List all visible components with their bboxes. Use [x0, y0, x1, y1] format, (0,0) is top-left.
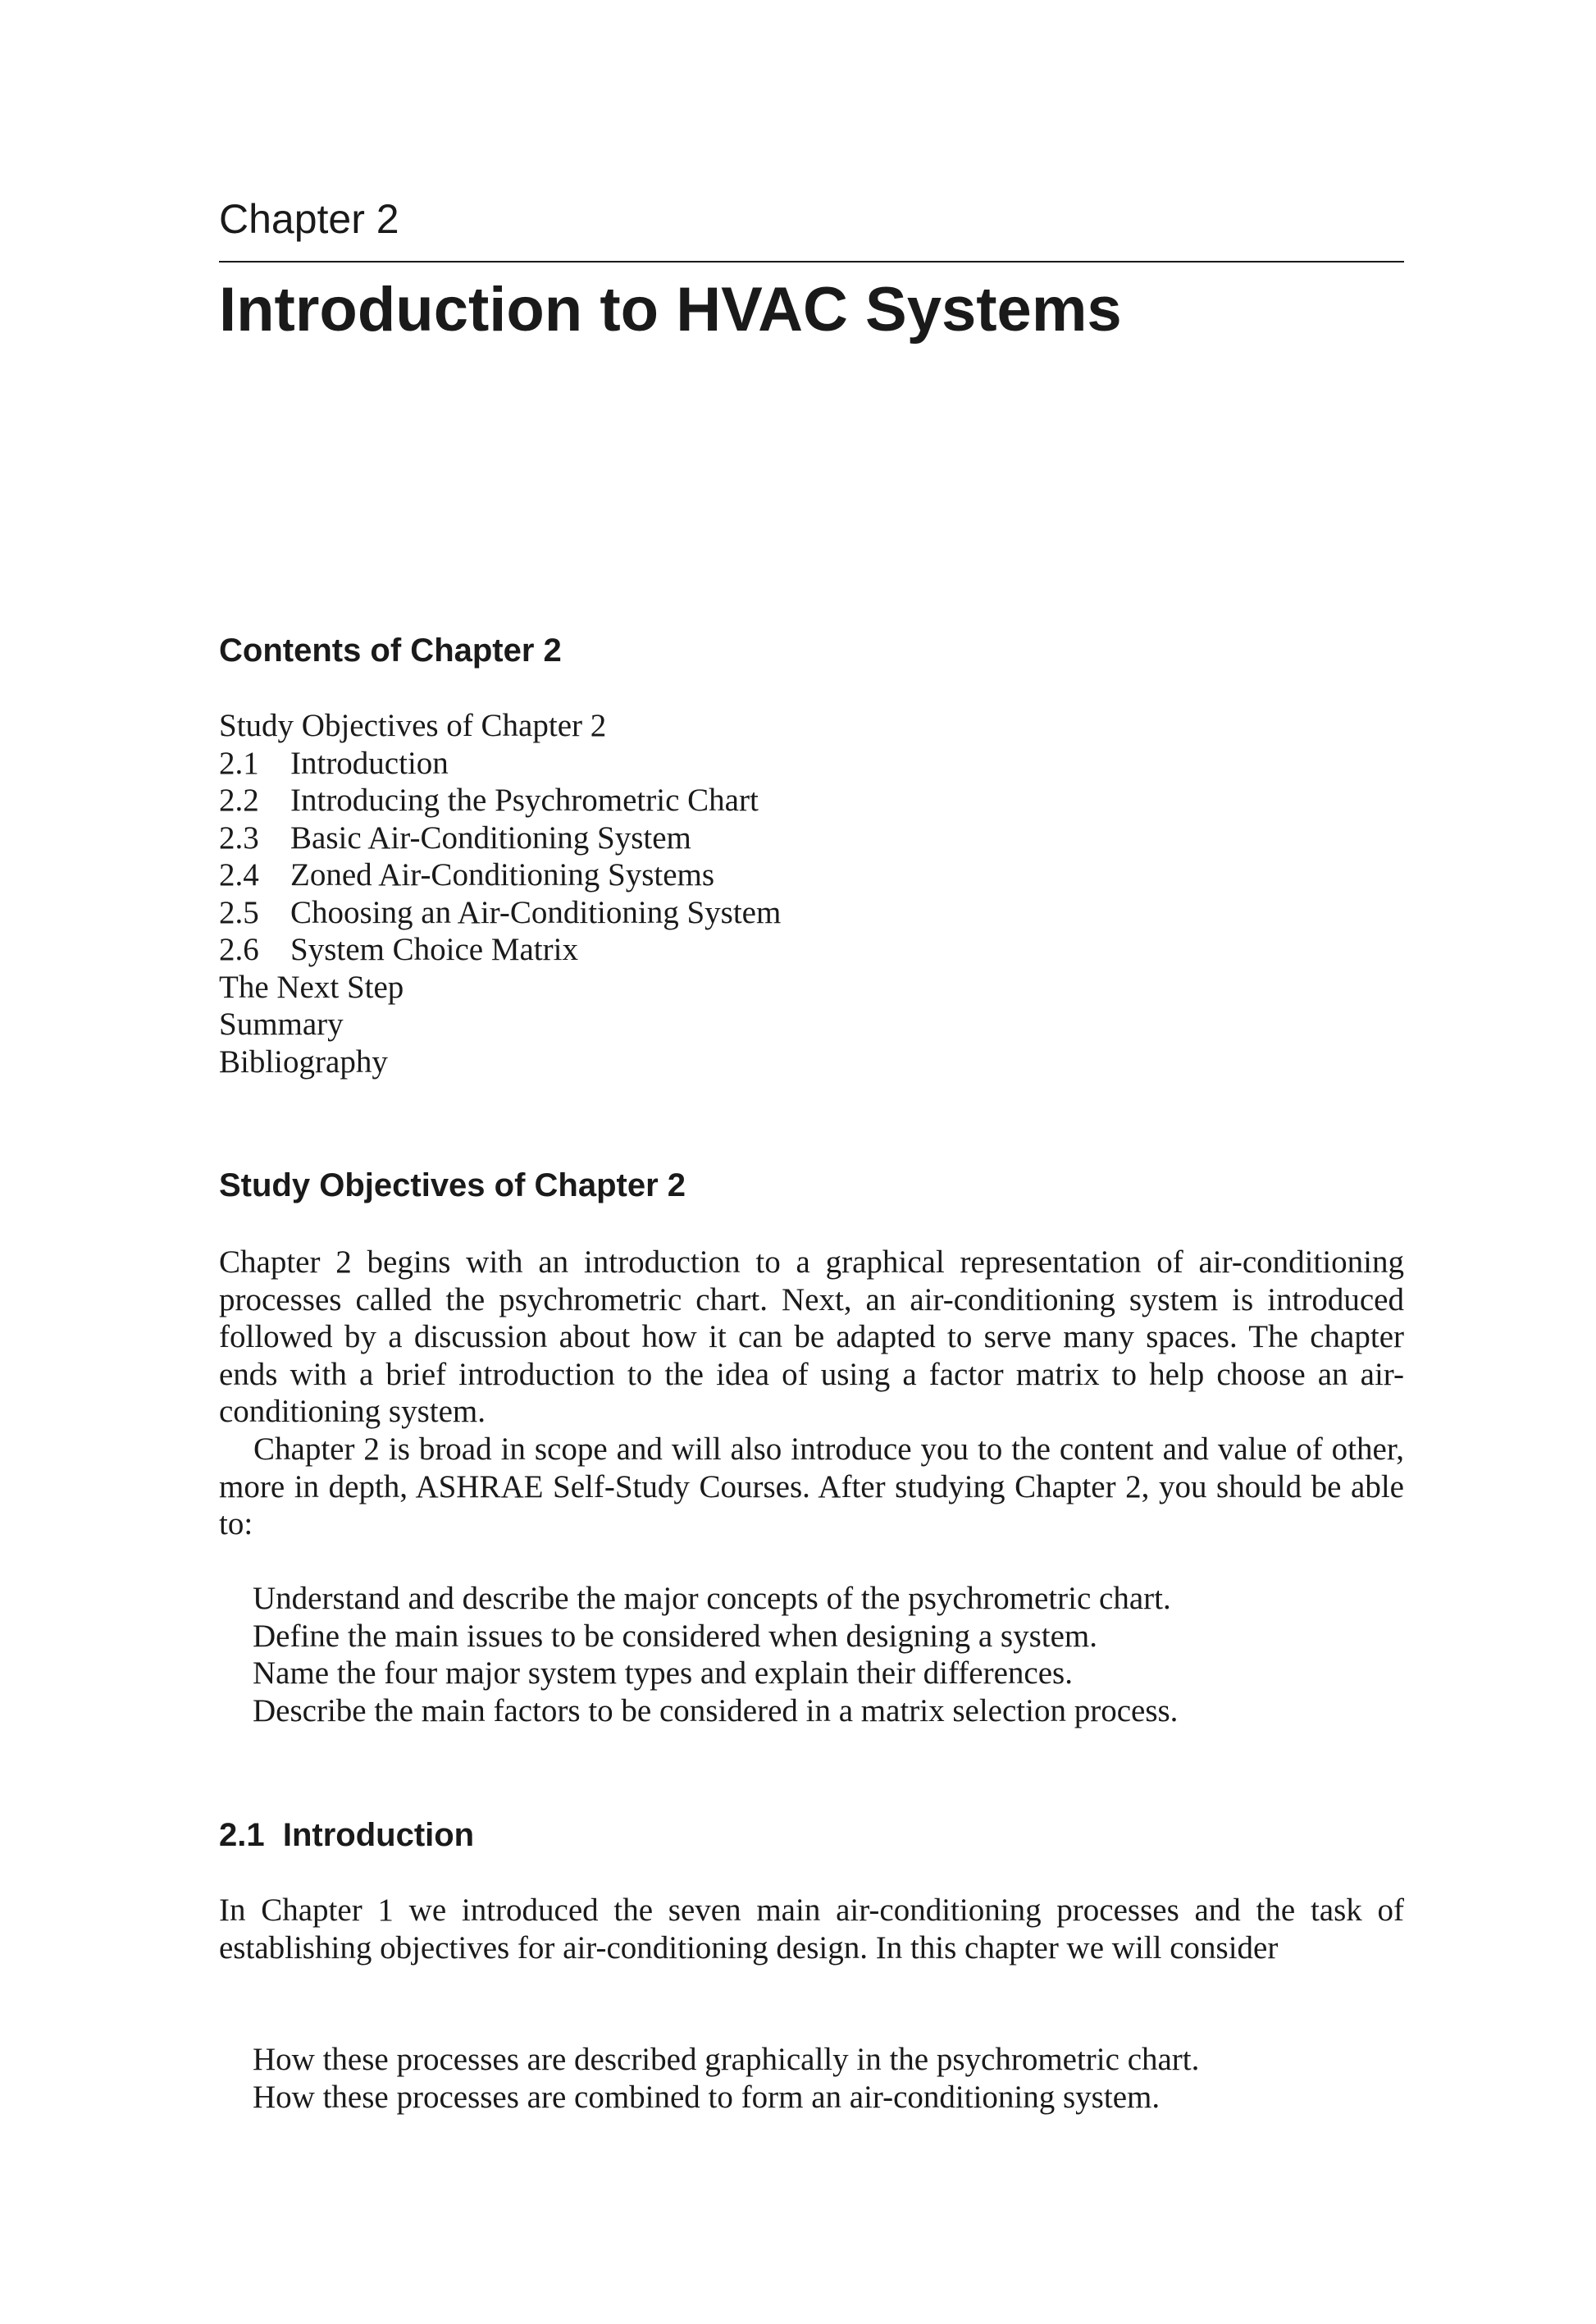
objectives-item: Describe the main factors to be considered in a matrix selection process. — [253, 1692, 1179, 1728]
objectives-paragraph-1: Chapter 2 begins with an introduction to a graphical representation of air-conditioning processes called the psychrometric chart. Next, an air-conditioning system is introduced followed by a discussion about how it can be adapted to serve many spaces. The chapter ends with a brief introduction to the idea of using a factor matrix to help choose an air-conditioning system. — [219, 1244, 1404, 1429]
objectives-heading: Study Objectives of Chapter 2 — [219, 1167, 686, 1203]
contents-list — [219, 707, 781, 1080]
contents-item — [219, 782, 781, 820]
chapter-rule — [219, 261, 1404, 263]
contents-item — [219, 894, 781, 932]
contents-item-text: Zoned Air-Conditioning Systems — [290, 857, 715, 893]
contents-item-number: 2.5 — [219, 894, 259, 930]
contents-heading: Contents of Chapter 2 — [219, 632, 562, 669]
contents-item-number: 2.3 — [219, 820, 259, 856]
objectives-item: Understand and describe the major concepts of the psychrometric chart. — [253, 1581, 1171, 1616]
objectives-paragraph-2: Chapter 2 is broad in scope and will also introduce you to the content and value of other, more in depth, ASHRAE Self-Study Courses. After studying Chapter 2, you should be able to: — [219, 1431, 1404, 1541]
contents-item-text: Introduction — [290, 745, 449, 781]
contents-item-text: Basic Air-Conditioning System — [290, 820, 691, 856]
contents-item-text: Bibliography — [219, 1043, 388, 1080]
section-2-1-item: How these processes are described graphically in the psychrometric chart. — [253, 2042, 1200, 2077]
objectives-list — [253, 1580, 1178, 1729]
section-2-1-paragraph: In Chapter 1 we introduced the seven main air-conditioning processes and the task of establishing objectives for air-conditioning design. In this chapter we will consider — [219, 1893, 1404, 1966]
contents-item-text: The Next Step — [219, 969, 404, 1005]
contents-item-number: 2.2 — [219, 783, 259, 818]
contents-item — [219, 745, 781, 783]
contents-item — [219, 969, 781, 1007]
contents-item — [219, 1006, 781, 1043]
section-2-1-heading: 2.1 Introduction — [219, 1817, 475, 1853]
contents-item-text: Study Objectives of Chapter 2 — [219, 708, 607, 743]
section-2-1-item: How these processes are combined to form an air-conditioning system. — [253, 2079, 1161, 2115]
contents-item — [219, 1043, 781, 1081]
contents-item — [219, 820, 781, 857]
contents-item-text: Summary — [219, 1007, 344, 1042]
contents-item — [219, 856, 781, 894]
chapter-title: Introduction to HVAC Systems — [219, 275, 1122, 345]
chapter-label: Chapter 2 — [219, 196, 399, 242]
contents-item — [219, 931, 781, 969]
objectives-item: Define the main issues to be considered when designing a system. — [253, 1618, 1098, 1654]
contents-item-number: 2.1 — [219, 745, 259, 781]
contents-item-number: 2.6 — [219, 932, 259, 967]
contents-item-text: Choosing an Air-Conditioning System — [290, 894, 782, 930]
contents-item-number: 2.4 — [219, 857, 259, 893]
objectives-item: Name the four major system types and explain their differences. — [253, 1655, 1073, 1691]
contents-item-text: System Choice Matrix — [290, 932, 578, 967]
contents-item — [219, 707, 781, 745]
contents-item-text: Introducing the Psychrometric Chart — [290, 783, 759, 818]
section-2-1-list — [253, 2041, 1199, 2116]
